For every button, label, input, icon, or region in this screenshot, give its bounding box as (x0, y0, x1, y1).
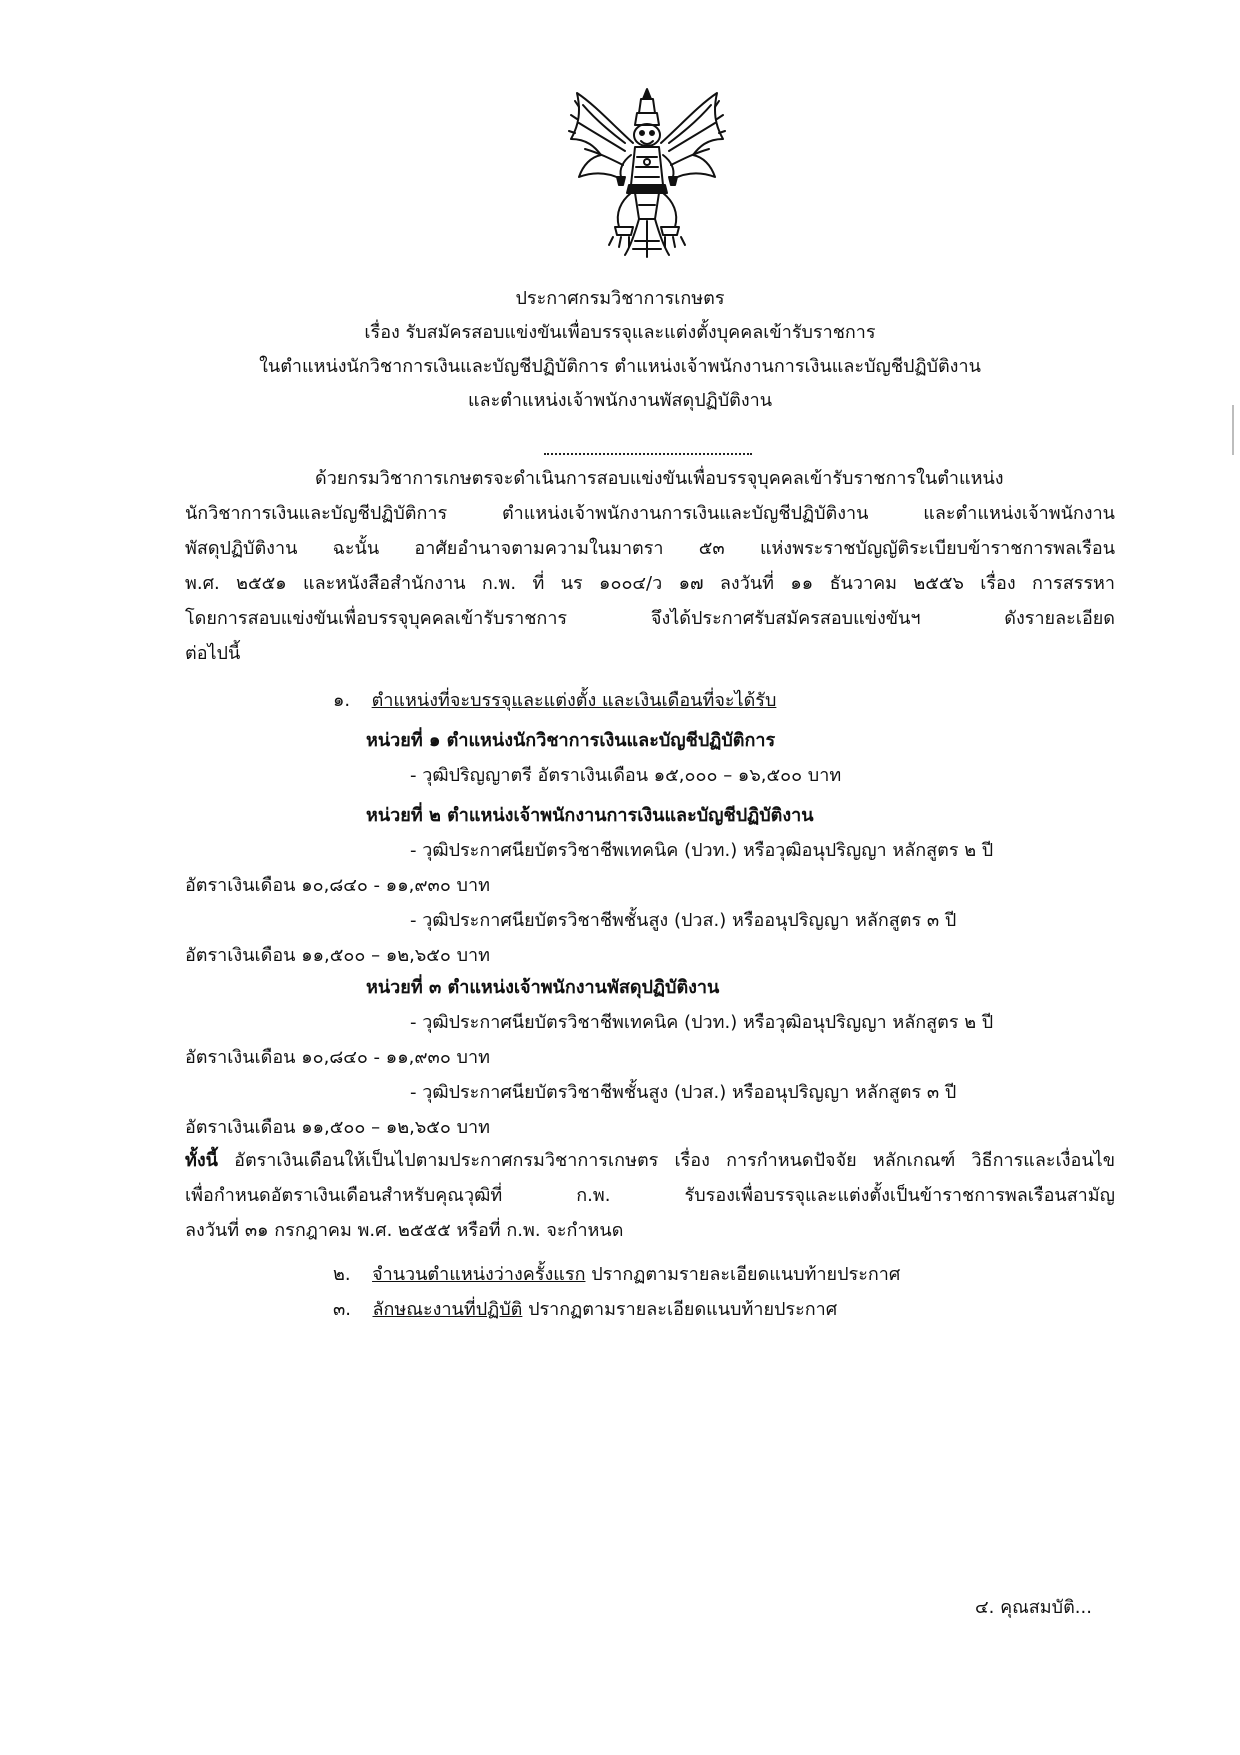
intro-line-4: พ.ศ. ๒๕๕๑ และหนังสือสำนักงาน ก.พ. ที่ นร ๑๐๐๔/ว ๑๗ ลงวันที่ ๑๑ ธันวาคม ๒๕๕๖ เรื่อง การสรรหา (185, 573, 1115, 594)
unit-2-item-1: - วุฒิประกาศนียบัตรวิชาชีพเทคนิค (ปวท.) หรือวุฒิอนุปริญญา หลักสูตร ๒ ปี (410, 840, 994, 861)
unit-3-item-2-rate: อัตราเงินเดือน ๑๑,๕๐๐ – ๑๒,๖๕๐ บาท (185, 1117, 490, 1138)
salary-note-line-2: เพื่อกำหนดอัตราเงินเดือนสำหรับคุณวุฒิที่ ก.พ. รับรองเพื่อบรรจุและแต่งตั้งเป็นข้าราชการพลเรือนสามัญ (185, 1185, 1115, 1206)
unit-1-title: หน่วยที่ ๑ ตำแหน่งนักวิชาการเงินและบัญชีปฏิบัติการ (366, 730, 776, 751)
section-1-number: ๑. (333, 690, 351, 711)
dotted-divider (544, 452, 752, 455)
announcement-subject: เรื่อง รับสมัครสอบแข่งขันเพื่อบรรจุและแต่งตั้งบุคคลเข้ารับราชการ (364, 322, 876, 343)
unit-2-item-1-rate: อัตราเงินเดือน ๑๐,๘๔๐ - ๑๑,๙๓๐ บาท (185, 875, 490, 896)
unit-2-item-2: - วุฒิประกาศนียบัตรวิชาชีพชั้นสูง (ปวส.) หรืออนุปริญญา หลักสูตร ๓ ปี (410, 910, 957, 931)
section-2-number: ๒. (333, 1264, 351, 1285)
unit-2-item-2-rate: อัตราเงินเดือน ๑๑,๕๐๐ – ๑๒,๖๕๐ บาท (185, 945, 490, 966)
scan-edge-mark (1232, 405, 1234, 455)
unit-1-item-1: - วุฒิปริญญาตรี อัตราเงินเดือน ๑๕,๐๐๐ – ๑๖,๕๐๐ บาท (410, 765, 842, 786)
unit-3-item-1: - วุฒิประกาศนียบัตรวิชาชีพเทคนิค (ปวท.) หรือวุฒิอนุปริญญา หลักสูตร ๒ ปี (410, 1012, 994, 1033)
unit-3-item-2: - วุฒิประกาศนียบัตรวิชาชีพชั้นสูง (ปวส.) หรืออนุปริญญา หลักสูตร ๓ ปี (410, 1082, 957, 1103)
intro-line-1: ด้วยกรมวิชาการเกษตรจะดำเนินการสอบแข่งขันเพื่อบรรจุบุคคลเข้ารับราชการในตำแหน่ง (315, 468, 1004, 489)
section-1-title: ตำแหน่งที่จะบรรจุและแต่งตั้ง และเงินเดือนที่จะได้รับ (371, 690, 777, 711)
intro-line-5: โดยการสอบแข่งขันเพื่อบรรจุบุคคลเข้ารับราชการ จึงได้ประกาศรับสมัครสอบแข่งขันฯ ดังรายละเอียด (185, 608, 1115, 629)
section-2-text: ปรากฏตามรายละเอียดแนบท้ายประกาศ (585, 1264, 901, 1285)
section-2 (333, 1262, 900, 1288)
announcement-title: ประกาศกรมวิชาการเกษตร (515, 288, 725, 309)
unit-2-title: หน่วยที่ ๒ ตำแหน่งเจ้าพนักงานการเงินและบัญชีปฏิบัติงาน (366, 805, 814, 826)
intro-line-3: พัสดุปฏิบัติงาน ฉะนั้น อาศัยอำนาจตามความในมาตรา ๕๓ แห่งพระราชบัญญัติระเบียบข้าราชการพลเรือน (185, 538, 1115, 559)
announcement-subject-line-2: ในตำแหน่งนักวิชาการเงินและบัญชีปฏิบัติการ ตำแหน่งเจ้าพนักงานการเงินและบัญชีปฏิบัติงาน (259, 356, 981, 377)
unit-3-item-1-rate: อัตราเงินเดือน ๑๐,๘๔๐ - ๑๑,๙๓๐ บาท (185, 1047, 490, 1068)
section-1-heading (333, 688, 776, 714)
unit-3-title: หน่วยที่ ๓ ตำแหน่งเจ้าพนักงานพัสดุปฏิบัติงาน (366, 977, 720, 998)
garuda-emblem-icon (565, 85, 730, 260)
section-2-title: จำนวนตำแหน่งว่างครั้งแรก (372, 1264, 586, 1285)
intro-line-2: นักวิชาการเงินและบัญชีปฏิบัติการ ตำแหน่งเจ้าพนักงานการเงินและบัญชีปฏิบัติงาน และตำแหน่งเจ้าพนักงาน (185, 503, 1115, 524)
section-3-title: ลักษณะงานที่ปฏิบัติ (372, 1299, 523, 1320)
salary-note-lead: ทั้งนี้ (185, 1150, 218, 1171)
salary-note-text: อัตราเงินเดือนให้เป็นไปตามประกาศกรมวิชาการเกษตร เรื่อง การกำหนดปัจจัย หลักเกณฑ์ วิธีการและเงื่อนไข (217, 1150, 1115, 1171)
salary-note-line-1 (185, 1148, 1115, 1174)
salary-note-line-3: ลงวันที่ ๓๑ กรกฎาคม พ.ศ. ๒๕๕๕ หรือที่ ก.พ. จะกำหนด (185, 1220, 624, 1241)
intro-line-6: ต่อไปนี้ (185, 643, 241, 664)
section-3-number: ๓. (333, 1299, 352, 1320)
section-3 (333, 1297, 837, 1323)
announcement-subject-line-3: และตำแหน่งเจ้าพนักงานพัสดุปฏิบัติงาน (467, 390, 773, 411)
section-3-text: ปรากฏตามรายละเอียดแนบท้ายประกาศ (522, 1299, 838, 1320)
page-continuation: ๔. คุณสมบัติ... (975, 1597, 1092, 1618)
